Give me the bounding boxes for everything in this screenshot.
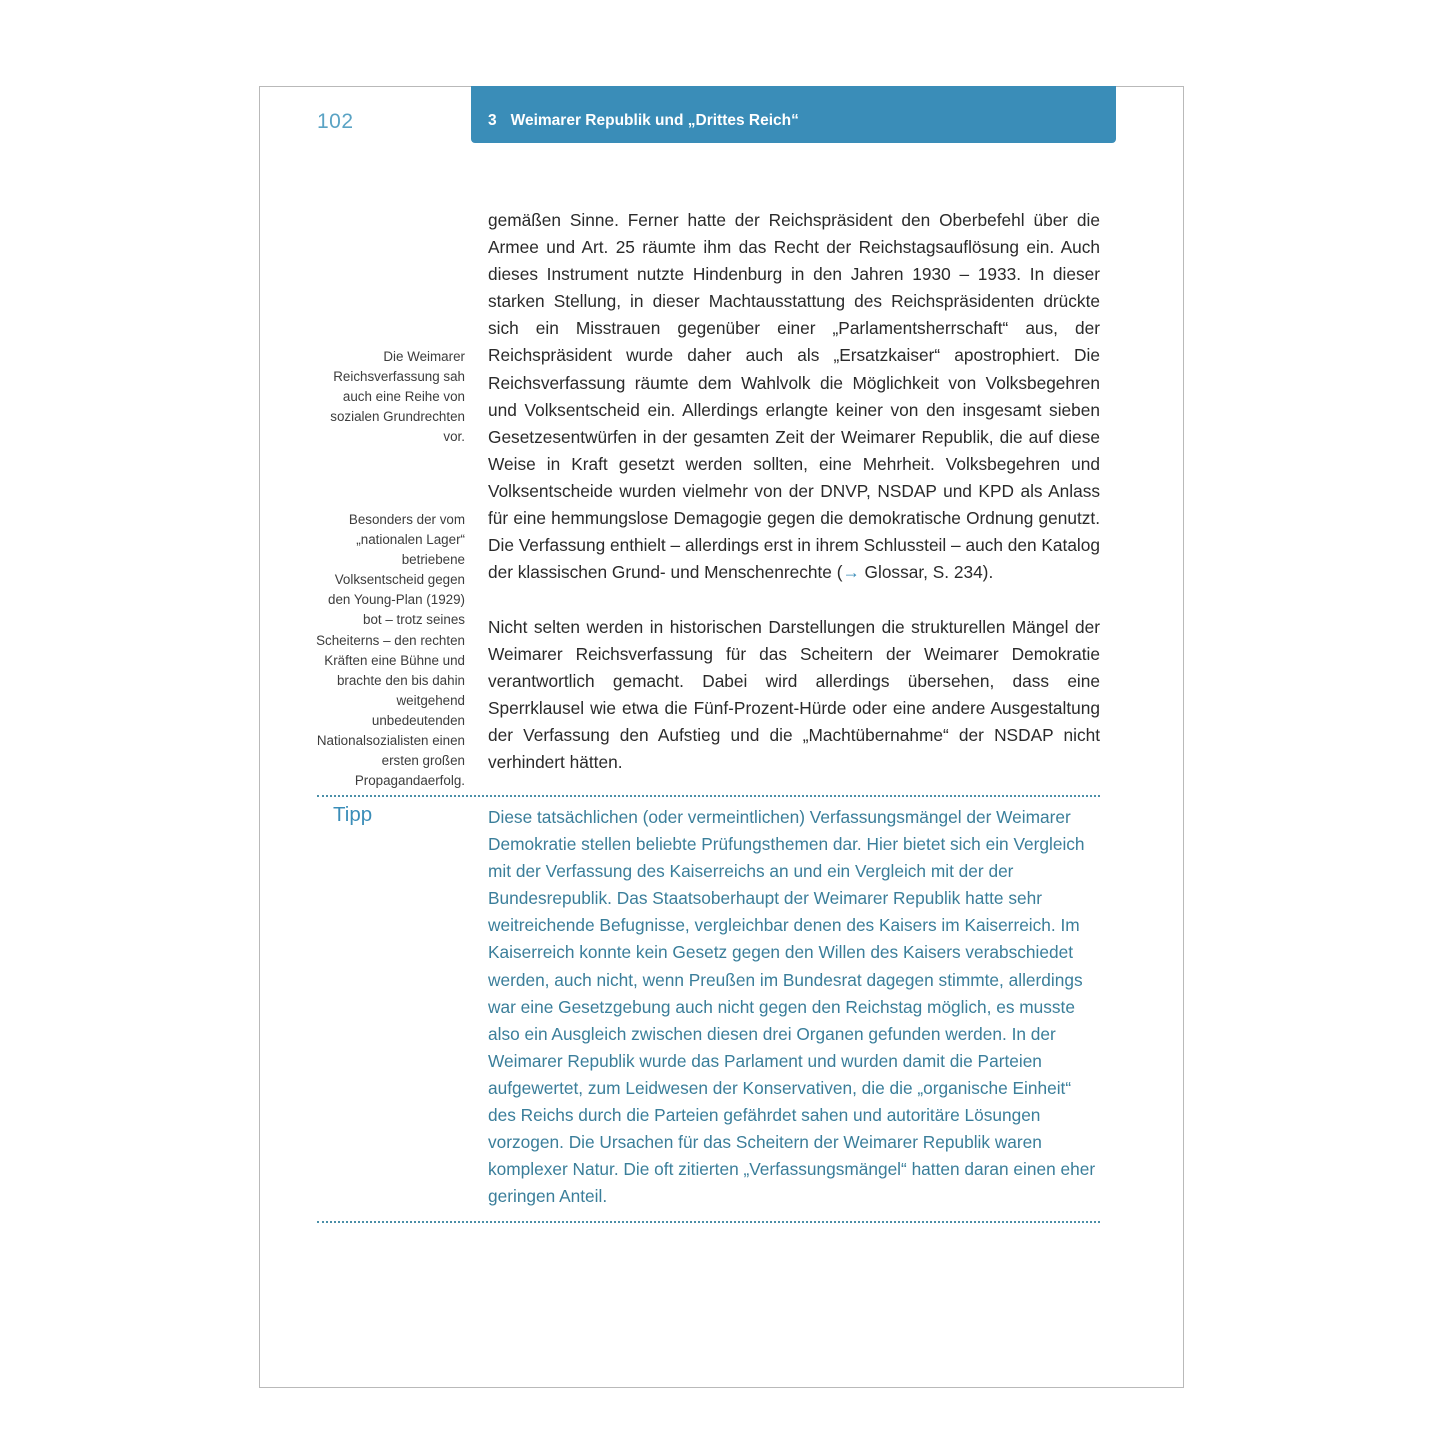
arrow-right-icon: → [842, 562, 860, 583]
chapter-number: 3 [488, 112, 497, 129]
body-paragraph-1 [488, 207, 1100, 586]
chapter-title: Weimarer Republik und „Drittes Reich“ [510, 112, 799, 129]
margin-note-1: Die Weimarer Reichsverfassung sah auch eine Reihe von sozialen Grundrechten vor. [330, 349, 465, 445]
margin-note-2: Besonders der vom „nationalen Lager“ betriebene Volksentscheid gegen den Young-Plan (1929) bot – trotz seines Scheiterns – den rechten Kräften eine Bühne und brachte den bis dahin weitgehend unbedeutenden Nationalsozialisten einen ersten großen Propagandaerfolg. [316, 512, 465, 789]
glossar-reference: Glossar, S. 234). [859, 562, 994, 583]
tipp-label: Tipp [333, 803, 373, 826]
body-paragraph-1-text: gemäßen Sinne. Ferner hatte der Reichspräsident den Oberbefehl über die Armee und Art. 25 räumte ihm das Recht der Reichstagsauflösung ein. Auch dieses Instrument nutzte Hindenburg in den Jahren 1930 – 1933. In dieser starken Stellung, in dieser Machtausstattung des Reichspräsidenten drückte sich ein Misstrauen gegenüber einer „Parlamentsherrschaft“ aus, der Reichspräsident wurde daher auch als „Ersatzkaiser“ apostrophiert. Die Reichsverfassung räumte dem Wahlvolk die Möglichkeit von Volksbegehren und Volksentscheid ein. Allerdings erlangte keiner von den insgesamt sieben Gesetzesentwürfen in der gesamten Zeit der Weimarer Republik, die auf diese Weise in Kraft gesetzt werden sollten, eine Mehrheit. Volksbegehren und Volksentscheide wurden vielmehr von der DNVP, NSDAP und KPD als Anlass für eine hemmungslose Demagogie gegen die demokratische Ordnung genutzt. Die Verfassung enthielt – allerdings erst in ihrem Schlussteil – auch den Katalog der klassischen Grund- und Menschenrechte ( [488, 210, 1100, 583]
body-paragraph-2 [488, 614, 1100, 777]
tipp-divider-top [317, 795, 1100, 797]
chapter-header-bar [471, 86, 1116, 143]
body-paragraph-2-text: Nicht selten werden in historischen Darstellungen die strukturellen Mängel der Weimarer Reichsverfassung für das Scheitern der Weimarer Demokratie verantwortlich gemacht. Dabei wird allerdings übersehen, dass eine Sperrklausel wie etwa die Fünf-Prozent-Hürde oder eine andere Ausgestaltung der Verfassung den Aufstieg und die „Machtübernahme“ der NSDAP nicht verhindert hätten. [488, 617, 1100, 773]
page-number: 102 [317, 110, 354, 133]
tipp-divider-bottom [317, 1221, 1100, 1223]
tipp-text: Diese tatsächlichen (oder vermeintlichen) Verfassungsmängel der Weimarer Demokratie stellen beliebte Prüfungsthemen dar. Hier bietet sich ein Vergleich mit der Verfassung des Kaiserreichs an und ein Vergleich mit der der Bundesrepublik. Das Staatsoberhaupt der Weimarer Republik hatte sehr weitreichende Befugnisse, vergleichbar denen des Kaisers im Kaiserreich. Im Kaiserreich konnte kein Gesetz gegen den Willen des Kaisers verabschiedet werden, auch nicht, wenn Preußen im Bundesrat dagegen stimmte, allerdings war eine Gesetzgebung auch nicht gegen den Reichstag möglich, es musste also ein Ausgleich zwischen diesen drei Organen gefunden werden. In der Weimarer Republik wurde das Parlament und wurden damit die Parteien aufgewertet, zum Leidwesen der Konservativen, die die „organische Einheit“ des Reichs durch die Parteien gefährdet sahen und autoritäre Lösungen vorzogen. Die Ursachen für das Scheitern der Weimarer Republik waren komplexer Natur. Die oft zitierten „Verfassungsmängel“ hatten daran einen eher geringen Anteil. [488, 807, 1096, 1207]
